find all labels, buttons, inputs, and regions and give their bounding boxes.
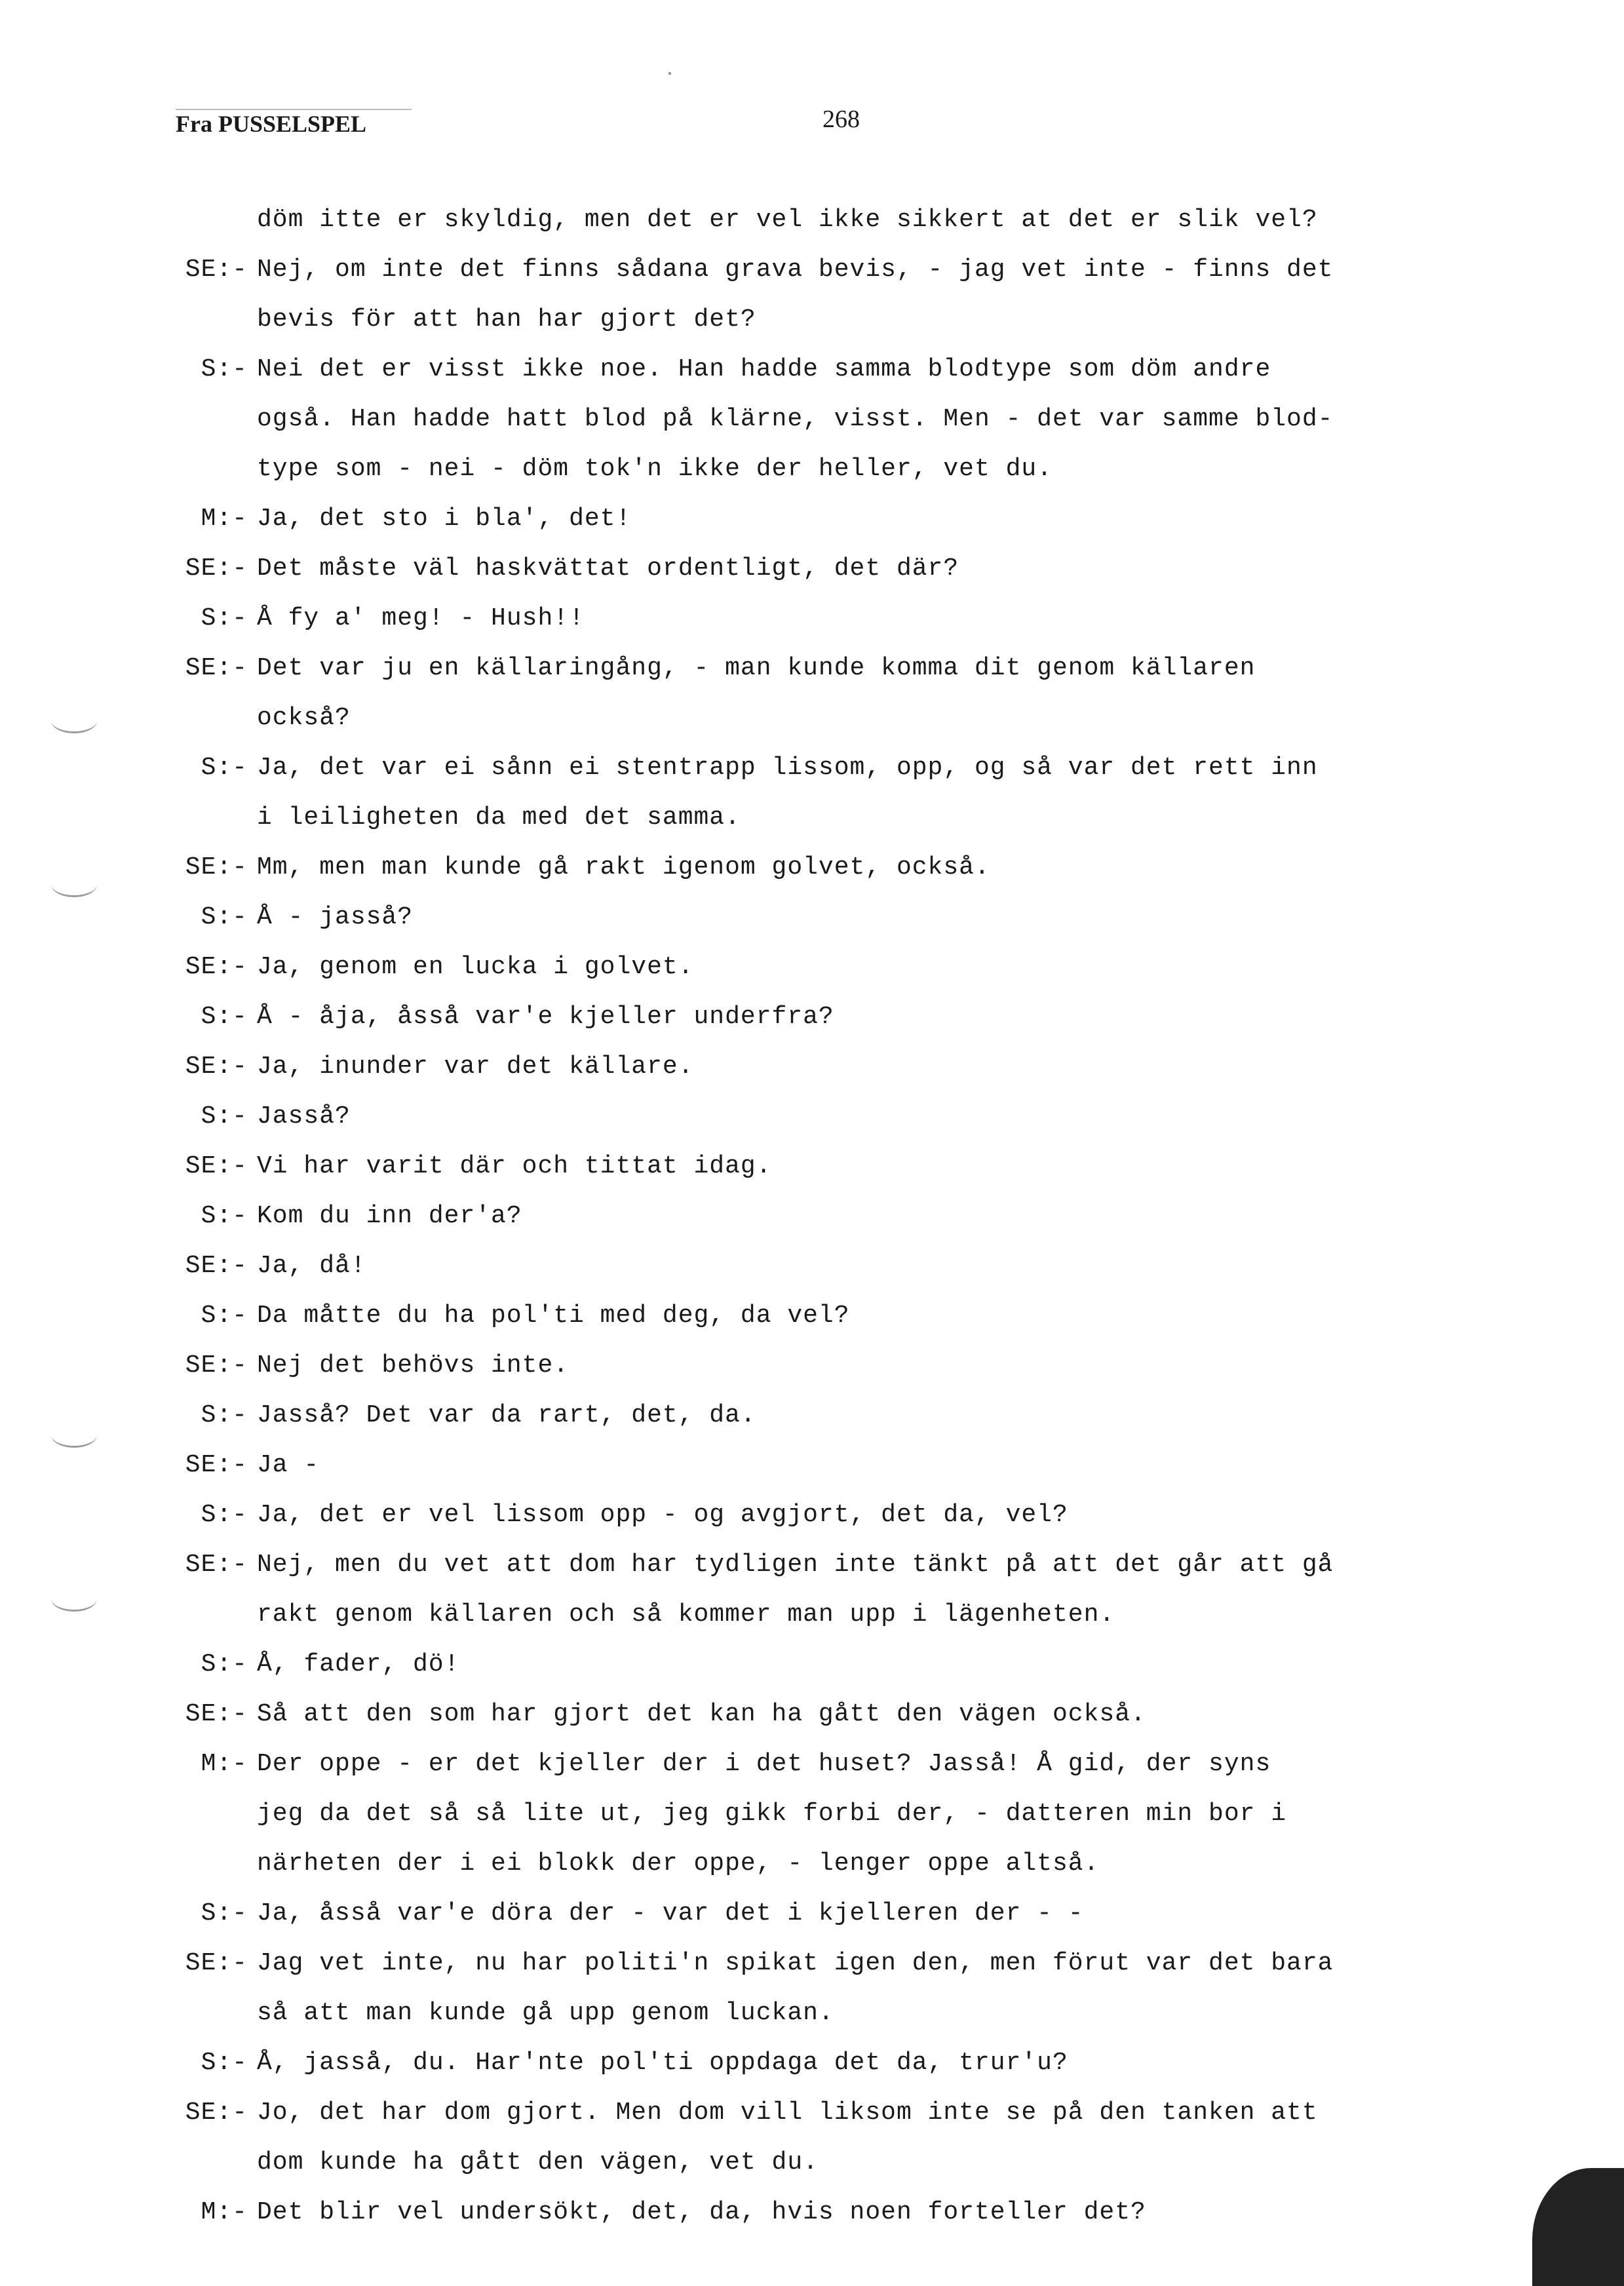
utterance-text: Nej, men du vet att dom har tydligen inte tänkt på att det går att gå <box>257 1551 1334 1579</box>
transcript-entry <box>151 1690 1475 1739</box>
utterance-text: Å, fader, dö! <box>257 1650 460 1678</box>
utterance-first-line <box>151 1291 1475 1341</box>
utterance-first-line <box>151 2188 1475 2238</box>
speaker-label: SE:- <box>185 1252 248 1280</box>
transcript-entry <box>151 743 1475 843</box>
transcript-entry <box>151 1739 1475 1889</box>
utterance-continuation: också? <box>257 704 351 732</box>
speaker-label: SE:- <box>185 1152 248 1180</box>
utterance-text: Det var ju en källaringång, - man kunde komma dit genom källaren <box>257 654 1256 682</box>
transcript-entry <box>151 594 1475 644</box>
utterance-first-line <box>151 1739 1475 1789</box>
transcript-entry <box>151 1191 1475 1241</box>
transcript-body <box>151 195 1475 2238</box>
utterance-continuation: jeg da det så så lite ut, jeg gikk forbi der, - datteren min bor i <box>257 1800 1287 1828</box>
speaker-label: S:- <box>201 604 248 632</box>
speaker-label <box>151 195 248 245</box>
utterance-continuation: så att man kunde gå upp genom luckan. <box>257 1999 834 2027</box>
binder-hole-mark <box>51 872 97 897</box>
transcript-entry <box>151 644 1475 743</box>
utterance-text: Da måtte du ha pol'ti med deg, da vel? <box>257 1302 850 1330</box>
utterance-first-line <box>151 644 1475 693</box>
binder-hole-mark <box>51 1586 97 1612</box>
utterance-text: Å fy a' meg! - Hush!! <box>257 604 585 632</box>
utterance-text: Nej, om inte det finns sådana grava bevis, - jag vet inte - finns det <box>257 256 1334 284</box>
speaker-label: S:- <box>201 1003 248 1031</box>
utterance-text: Ja, inunder var det källare. <box>257 1053 694 1081</box>
utterance-text: Å - jasså? <box>257 903 414 931</box>
utterance-text: Jasså? Det var da rart, det, da. <box>257 1401 756 1429</box>
utterance-first-line <box>151 195 1475 245</box>
transcript-entry <box>151 1441 1475 1490</box>
transcript-entry <box>151 195 1475 245</box>
speaker-label: S:- <box>201 355 248 383</box>
document-source-title: Fra PUSSELSPEL <box>176 111 367 137</box>
utterance-text: Der oppe - er det kjeller der i det huset? Jasså! Å gid, der syns <box>257 1750 1271 1778</box>
speaker-label: SE:- <box>185 953 248 981</box>
utterance-first-line <box>151 1391 1475 1441</box>
transcript-entry <box>151 2088 1475 2188</box>
transcript-entry <box>151 1291 1475 1341</box>
transcript-entry <box>151 893 1475 942</box>
page-number: 268 <box>822 106 860 133</box>
utterance-first-line <box>151 594 1475 644</box>
utterance-text: Å - åja, åsså var'e kjeller underfra? <box>257 1003 834 1031</box>
utterance-text: Ja, genom en lucka i golvet. <box>257 953 694 981</box>
speaker-label: S:- <box>201 1650 248 1678</box>
binder-hole-mark <box>51 1422 97 1448</box>
utterance-first-line <box>151 942 1475 992</box>
transcript-entry <box>151 1341 1475 1391</box>
utterance-first-line <box>151 2038 1475 2088</box>
speaker-label: S:- <box>201 1899 248 1928</box>
utterance-first-line <box>151 893 1475 942</box>
binder-hole-mark <box>51 708 97 733</box>
transcript-entry <box>151 494 1475 544</box>
utterance-first-line <box>151 1092 1475 1142</box>
utterance-text: Jasså? <box>257 1102 351 1131</box>
utterance-first-line <box>151 1490 1475 1540</box>
utterance-text: Det måste väl haskvättat ordentligt, det där? <box>257 554 959 583</box>
speaker-label: M:- <box>201 1750 248 1778</box>
utterance-first-line <box>151 1640 1475 1690</box>
transcript-entry <box>151 2038 1475 2088</box>
utterance-text: döm itte er skyldig, men det er vel ikke sikkert at det er slik vel? <box>257 206 1318 234</box>
utterance-first-line <box>151 992 1475 1042</box>
speaker-label: SE:- <box>185 1451 248 1479</box>
speaker-label: SE:- <box>185 1551 248 1579</box>
utterance-text: Nei det er visst ikke noe. Han hadde samma blodtype som döm andre <box>257 355 1271 383</box>
utterance-text: Å, jasså, du. Har'nte pol'ti oppdaga det da, trur'u? <box>257 2049 1068 2077</box>
utterance-continuation: dom kunde ha gått den vägen, vet du. <box>257 2148 819 2177</box>
transcript-entry <box>151 2188 1475 2238</box>
speaker-label: S:- <box>201 2049 248 2077</box>
speaker-label: SE:- <box>185 654 248 682</box>
transcript-entry <box>151 992 1475 1042</box>
utterance-first-line <box>151 1191 1475 1241</box>
speaker-label: SE:- <box>185 256 248 284</box>
utterance-continuation: närheten der i ei blokk der oppe, - lenger oppe altså. <box>257 1850 1100 1878</box>
utterance-continuation: i leiligheten da med det samma. <box>257 804 741 832</box>
speaker-label: SE:- <box>185 554 248 583</box>
transcript-entry <box>151 345 1475 494</box>
transcript-entry <box>151 1092 1475 1142</box>
speaker-label: SE:- <box>185 2099 248 2127</box>
speaker-label: SE:- <box>185 853 248 881</box>
utterance-text: Ja, åsså var'e döra der - var det i kjelleren der - - <box>257 1899 1084 1928</box>
utterance-text: Ja - <box>257 1451 320 1479</box>
speaker-label: SE:- <box>185 1351 248 1380</box>
transcript-entry <box>151 1241 1475 1291</box>
utterance-text: Jag vet inte, nu har politi'n spikat igen den, men förut var det bara <box>257 1949 1334 1977</box>
transcript-entry <box>151 942 1475 992</box>
transcript-entry <box>151 245 1475 345</box>
utterance-text: Vi har varit där och tittat idag. <box>257 1152 772 1180</box>
scan-speck <box>668 72 671 75</box>
speaker-label: S:- <box>201 1202 248 1230</box>
speaker-label: SE:- <box>185 1949 248 1977</box>
utterance-first-line <box>151 1540 1475 1590</box>
speaker-label: S:- <box>201 1302 248 1330</box>
utterance-first-line <box>151 843 1475 893</box>
utterance-text: Ja, det var ei sånn ei stentrapp lissom, opp, og så var det rett inn <box>257 754 1318 782</box>
speaker-label: SE:- <box>185 1053 248 1081</box>
speaker-label: S:- <box>201 1501 248 1529</box>
corner-stamp <box>1532 2168 1624 2286</box>
utterance-first-line <box>151 1042 1475 1092</box>
utterance-text: Så att den som har gjort det kan ha gått den vägen också. <box>257 1700 1146 1728</box>
utterance-text: Ja, det er vel lissom opp - og avgjort, det da, vel? <box>257 1501 1068 1529</box>
utterance-continuation: rakt genom källaren och så kommer man upp i lägenheten. <box>257 1600 1115 1629</box>
utterance-first-line <box>151 1241 1475 1291</box>
utterance-first-line <box>151 1341 1475 1391</box>
utterance-continuation: bevis för att han har gjort det? <box>257 305 756 334</box>
utterance-text: Mm, men man kunde gå rakt igenom golvet, också. <box>257 853 990 881</box>
utterance-text: Ja, då! <box>257 1252 366 1280</box>
utterance-first-line <box>151 345 1475 395</box>
utterance-first-line <box>151 1690 1475 1739</box>
transcript-entry <box>151 1540 1475 1640</box>
utterance-first-line <box>151 1939 1475 1988</box>
utterance-first-line <box>151 544 1475 594</box>
transcript-entry <box>151 1939 1475 2038</box>
transcript-entry <box>151 1490 1475 1540</box>
speaker-label: M:- <box>201 505 248 533</box>
speaker-label: S:- <box>201 1401 248 1429</box>
transcript-entry <box>151 1640 1475 1690</box>
speaker-label: S:- <box>201 903 248 931</box>
utterance-text: Kom du inn der'a? <box>257 1202 522 1230</box>
utterance-first-line <box>151 1142 1475 1191</box>
transcript-entry <box>151 1391 1475 1441</box>
utterance-text: Jo, det har dom gjort. Men dom vill liksom inte se på den tanken att <box>257 2099 1318 2127</box>
utterance-first-line <box>151 1441 1475 1490</box>
transcript-entry <box>151 544 1475 594</box>
utterance-first-line <box>151 2088 1475 2138</box>
transcript-entry <box>151 1142 1475 1191</box>
utterance-first-line <box>151 245 1475 295</box>
utterance-continuation: type som - nei - döm tok'n ikke der heller, vet du. <box>257 455 1053 483</box>
transcript-entry <box>151 1042 1475 1092</box>
speaker-label: S:- <box>201 754 248 782</box>
utterance-text: Ja, det sto i bla', det! <box>257 505 632 533</box>
speaker-label: M:- <box>201 2198 248 2226</box>
speaker-label: S:- <box>201 1102 248 1131</box>
utterance-first-line <box>151 743 1475 793</box>
utterance-continuation: også. Han hadde hatt blod på klärne, visst. Men - det var samme blod- <box>257 405 1334 433</box>
utterance-first-line <box>151 1889 1475 1939</box>
transcript-entry <box>151 843 1475 893</box>
utterance-text: Nej det behövs inte. <box>257 1351 570 1380</box>
utterance-text: Det blir vel undersökt, det, da, hvis noen forteller det? <box>257 2198 1146 2226</box>
utterance-first-line <box>151 494 1475 544</box>
speaker-label: SE:- <box>185 1700 248 1728</box>
transcript-entry <box>151 1889 1475 1939</box>
